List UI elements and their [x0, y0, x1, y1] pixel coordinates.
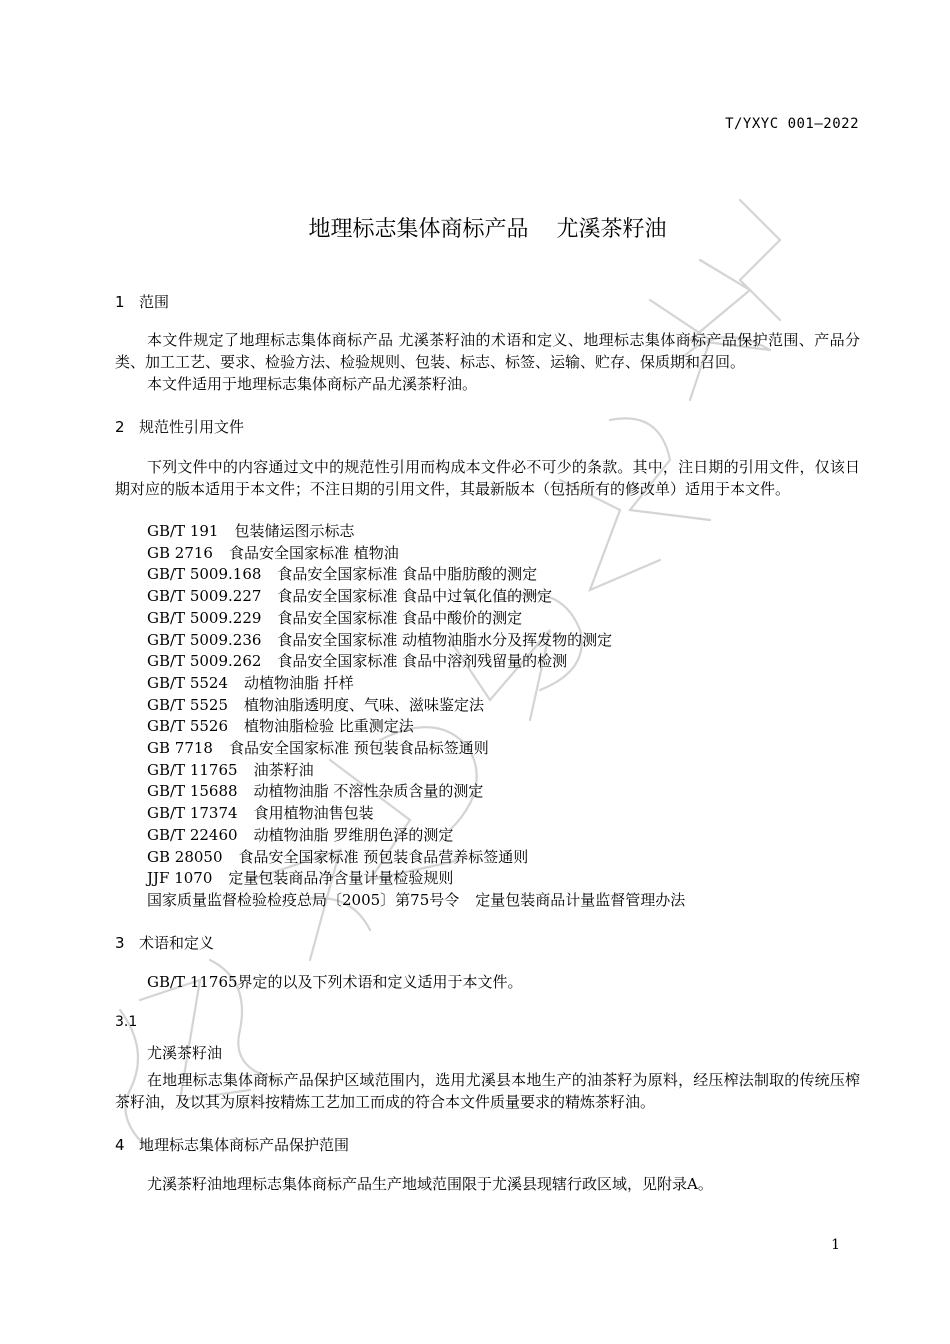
reference-title: 动植物油脂 扦样	[244, 673, 354, 692]
reference-item	[147, 759, 314, 781]
section-2-heading	[115, 416, 244, 437]
reference-title: 定量包装商品净含量计量检验规则	[228, 869, 454, 888]
reference-item	[147, 542, 399, 564]
reference-title: 食品安全国家标准 食品中酸价的测定	[277, 608, 523, 627]
reference-item	[147, 607, 522, 629]
section-1-number: 1	[115, 293, 125, 311]
reference-item	[147, 715, 414, 737]
reference-item	[147, 846, 528, 868]
term-number: 3.1	[115, 1014, 138, 1030]
reference-item	[147, 585, 552, 607]
term-name: 尤溪茶籽油	[147, 1044, 223, 1062]
reference-item	[147, 737, 489, 759]
section-4-heading	[115, 1134, 349, 1155]
document-code: T/YXYC 001—2022	[725, 116, 859, 132]
reference-title: 植物油脂检验 比重测定法	[244, 717, 414, 736]
reference-code: GB 7718	[147, 739, 213, 757]
reference-code: GB 28050	[147, 847, 223, 866]
reference-code: GB/T 11765	[147, 760, 238, 779]
reference-title: 食品安全国家标准 动植物油脂水分及挥发物的测定	[277, 630, 613, 649]
reference-code: GB/T 5526	[147, 717, 229, 736]
reference-code: GB 2716	[147, 543, 213, 562]
section-3-paragraph-1: GB/T 11765界定的以及下列术语和定义适用于本文件。	[147, 973, 523, 991]
reference-item	[147, 520, 354, 542]
reference-item	[147, 867, 453, 889]
reference-title: 定量包装商品计量监督管理办法	[475, 890, 686, 909]
reference-code: GB/T 191	[147, 522, 219, 540]
reference-title: 动植物油脂 不溶性杂质含量的测定	[253, 782, 484, 801]
section-1-title: 范围	[139, 293, 170, 311]
reference-item	[147, 802, 374, 824]
reference-title: 食品安全国家标准 预包装食品营养标签通则	[238, 847, 529, 866]
reference-code: GB/T 15688	[147, 782, 238, 801]
reference-title: 食品安全国家标准 食品中过氧化值的测定	[277, 587, 553, 606]
document-title	[0, 212, 950, 243]
reference-item	[147, 694, 484, 716]
reference-title: 食品安全国家标准 预包装食品标签通则	[228, 739, 489, 757]
section-3-number: 3	[115, 934, 125, 952]
reference-code: GB/T 17374	[147, 804, 238, 823]
reference-title: 食用植物油售包装	[253, 804, 374, 823]
reference-item	[147, 563, 537, 585]
title-part-2: 尤溪茶籽油	[556, 217, 667, 242]
reference-title: 包装储运图示标志	[234, 522, 355, 540]
reference-item	[147, 780, 483, 802]
section-2-paragraph-1: 下列文件中的内容通过文中的规范性引用而构成本文件必不可少的条款。其中，注日期的引用文件，仅该日期对应的版本适用于本文件；不注日期的引用文件，其最新版本（包括所有的修改单）适用于本文件。	[115, 458, 860, 498]
reference-item	[147, 650, 567, 672]
reference-code: GB/T 5009.227	[147, 587, 262, 606]
section-2-title: 规范性引用文件	[139, 418, 245, 436]
reference-title: 动植物油脂 罗维朋色泽的测定	[253, 825, 454, 844]
reference-item	[147, 629, 612, 651]
section-4-title: 地理标志集体商标产品保护范围	[139, 1136, 350, 1154]
reference-title: 油茶籽油	[253, 760, 314, 779]
reference-code: GB/T 22460	[147, 825, 238, 844]
section-1-heading	[115, 291, 169, 312]
reference-title: 植物油脂透明度、气味、滋味鉴定法	[244, 695, 485, 714]
section-3-title: 术语和定义	[139, 934, 215, 952]
reference-code: JJF 1070	[147, 869, 213, 888]
reference-item	[147, 672, 354, 694]
term-definition: 在地理标志集体商标产品保护区域范围内，选用尤溪县本地生产的油茶籽为原料，经压榨法制取的传统压榨茶籽油，及以其为原料按精炼工艺加工而成的符合本文件质量要求的精炼茶籽油。	[115, 1071, 860, 1111]
reference-code: GB/T 5009.262	[147, 652, 262, 671]
reference-code: GB/T 5524	[147, 673, 229, 692]
reference-code: GB/T 5009.229	[147, 608, 262, 627]
reference-code: GB/T 5525	[147, 695, 229, 714]
title-part-1: 地理标志集体商标产品	[308, 217, 529, 242]
reference-code: GB/T 5009.168	[147, 565, 262, 584]
reference-title: 食品安全国家标准 食品中脂肪酸的测定	[277, 565, 538, 584]
reference-item	[147, 889, 685, 911]
section-2-number: 2	[115, 418, 125, 436]
section-4-number: 4	[115, 1136, 125, 1154]
reference-code: GB/T 5009.236	[147, 630, 262, 649]
page-number: 1	[831, 1237, 840, 1253]
reference-title: 食品安全国家标准 食品中溶剂残留量的检测	[277, 652, 568, 671]
section-4-paragraph-1: 尤溪茶籽油地理标志集体商标产品生产地域范围限于尤溪县现辖行政区域，见附录A。	[147, 1175, 713, 1193]
reference-code: 国家质量监督检验检疫总局〔2005〕第75号令	[147, 890, 460, 909]
reference-title: 食品安全国家标准 植物油	[228, 543, 399, 562]
section-1-paragraph-2: 本文件适用于地理标志集体商标产品尤溪茶籽油。	[147, 375, 478, 393]
section-3-heading	[115, 932, 214, 953]
section-1-paragraph-1: 本文件规定了地理标志集体商标产品 尤溪茶籽油的术语和定义、地理标志集体商标产品保护范围、产品分类、加工工艺、要求、检验方法、检验规则、包装、标志、标签、运输、贮存、保质期和召回。	[115, 331, 860, 371]
reference-item	[147, 824, 453, 846]
